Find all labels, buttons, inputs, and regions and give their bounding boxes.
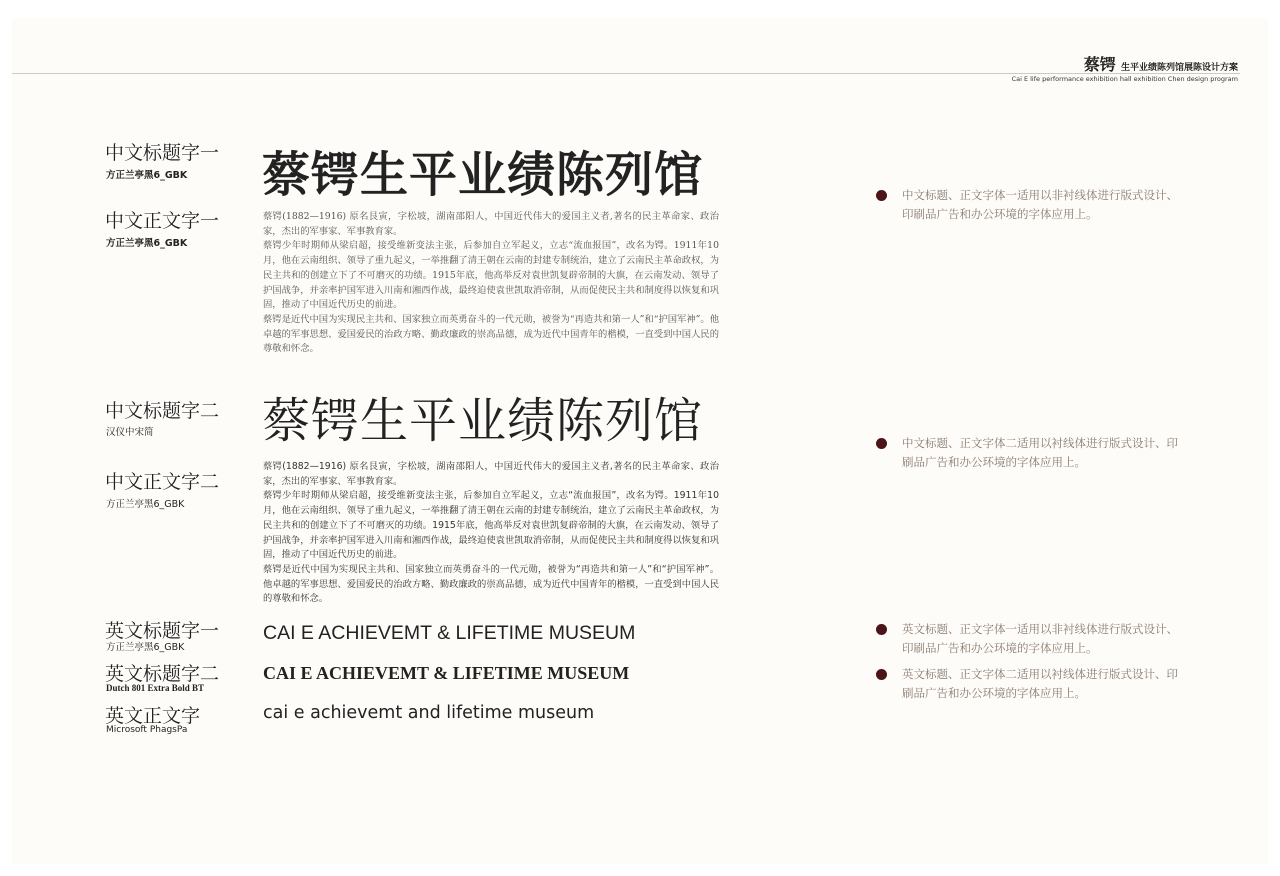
note-text: 英文标题、正文字体二适用以衬线体进行版式设计、印刷品广告和办公环境的字体应用上。 (902, 667, 1178, 700)
cn-body-2-font: 方正兰亭黑6_GBK (106, 499, 185, 510)
en-title-1-label: 英文标题字一 (105, 620, 220, 642)
note-text: 中文标题、正文字体一适用以非衬线体进行版式设计、印刷品广告和办公环境的字体应用上。 (902, 188, 1178, 221)
cn-title-2-sample: 蔡锷生平业绩陈列馆 (262, 393, 704, 449)
note-text: 英文标题、正文字体一适用以非衬线体进行版式设计、印刷品广告和办公环境的字体应用上。 (902, 622, 1178, 655)
bullet-dot-icon (876, 190, 887, 201)
cn-title-2-font: 汉仪中宋简 (106, 427, 154, 438)
header-divider (12, 73, 1240, 74)
body-paragraph-1: 蔡锷(1882—1916) 原名艮寅，字松坡，湖南邵阳人，中国近代伟大的爱国主义者,著名的民主革命家、政治家，杰出的军事家、军事教育家。 (263, 211, 719, 237)
cn-title-1-label: 中文标题字一 (105, 142, 220, 164)
cn-body-1-label: 中文正文字一 (105, 210, 220, 232)
en-title-1-font: 方正兰亭黑6_GBK (106, 642, 185, 653)
body-paragraph-1: 蔡锷(1882—1916) 原名艮寅，字松坡，湖南邵阳人，中国近代伟大的爱国主义者,著名的民主革命家、政治家，杰出的军事家、军事教育家。 (263, 461, 719, 487)
en-body-label: 英文正文字 (105, 705, 201, 727)
bullet-dot-icon (876, 624, 887, 635)
cn-body-1-sample (263, 210, 719, 357)
note-text: 中文标题、正文字体二适用以衬线体进行版式设计、印刷品广告和办公环境的字体应用上。 (902, 436, 1178, 469)
header-title-big: 蔡锷 (1083, 55, 1116, 74)
body-paragraph-2: 蔡锷少年时期师从梁启超，接受维新变法主张，后参加自立军起义，立志“流血报国”，改名为锷。1911年10月，他在云南组织、领导了重九起义，一举推翻了清王朝在云南的封建专制统治，建立了云南民主革命政权，为民主共和的创建立下了不可磨灭的功绩。1915年底，他高举反对袁世凯复辟帝制的大旗，在云南发动、领导了护国战争，并亲率护国军进入川南和湘西作战，最终迫使袁世凯取消帝制，从而促使民主共和制度得以恢复和巩固，推动了中国近代历史的前进。 (263, 490, 719, 561)
bullet-dot-icon (876, 438, 887, 449)
en-title-2-font: Dutch 801 Extra Bold BT (106, 683, 205, 693)
header-title (1084, 52, 1238, 75)
cn-title-1-sample: 蔡锷生平业绩陈列馆 (262, 147, 704, 203)
header-title-small: 生平业绩陈列馆展陈设计方案 (1120, 63, 1238, 73)
cn-body-1-font: 方正兰亭黑6_GBK (106, 238, 188, 249)
en-title-2-sample: CAI E ACHIEVEMT & LIFETIME MUSEUM (263, 663, 630, 683)
cn-body-2-label: 中文正文字二 (105, 471, 220, 493)
cn-body-2-sample (263, 460, 719, 607)
en-title-1-sample: CAI E ACHIEVEMT & LIFETIME MUSEUM (263, 622, 636, 644)
en-body-font: Microsoft PhagsPa (106, 725, 188, 735)
en-title-2-label: 英文标题字二 (105, 663, 220, 685)
body-paragraph-3: 蔡锷是近代中国为实现民主共和、国家独立而英勇奋斗的一代元勋，被誉为“再造共和第一人”和“护国军神”。他卓越的军事思想、爱国爱民的治政方略、勤政廉政的崇高品德，成为近代中国青年的楷模，一直受到中国人民的尊敬和怀念。 (263, 313, 719, 355)
cn-title-1-font: 方正兰亭黑6_GBK (106, 170, 188, 181)
body-paragraph-3: 蔡锷是近代中国为实现民主共和、国家独立而英勇奋斗的一代元勋，被誉为“再造共和第一人”和“护国军神”。他卓越的军事思想、爱国爱民的治政方略、勤政廉政的崇高品德，成为近代中国青年的楷模，一直受到中国人民的尊敬和怀念。 (263, 563, 719, 605)
bullet-dot-icon (876, 669, 887, 680)
en-body-sample: cai e achievemt and lifetime museum (263, 703, 595, 723)
cn-title-2-label: 中文标题字二 (105, 400, 220, 422)
body-paragraph-2: 蔡锷少年时期师从梁启超，接受维新变法主张，后参加自立军起义，立志“流血报国”，改名为锷。1911年10月，他在云南组织、领导了重九起义，一举推翻了清王朝在云南的封建专制统治，建立了云南民主革命政权，为民主共和的创建立下了不可磨灭的功绩。1915年底，他高举反对袁世凯复辟帝制的大旗，在云南发动、领导了护国战争，并亲率护国军进入川南和湘西作战，最终迫使袁世凯取消帝制，从而促使民主共和制度得以恢复和巩固，推动了中国近代历史的前进。 (263, 240, 719, 311)
header-subtitle: Cai E life performance exhibition hall exhibition Chen design program (1011, 75, 1238, 83)
